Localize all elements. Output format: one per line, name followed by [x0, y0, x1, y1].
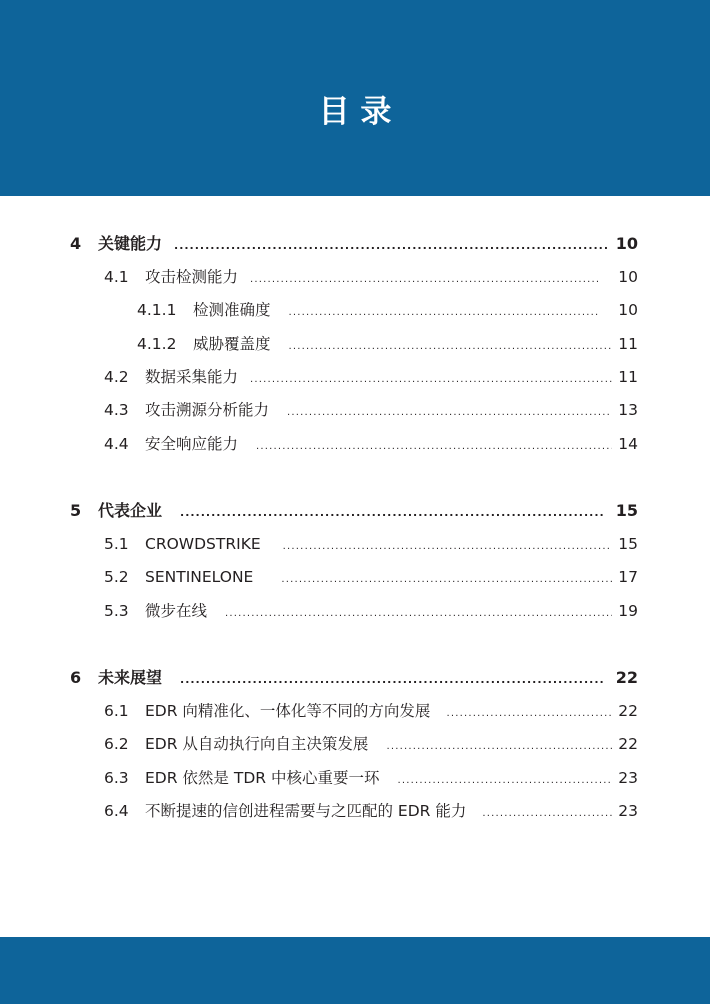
toc-leader-dots [180, 499, 604, 523]
toc-entry-title: 代表企业 [98, 501, 163, 520]
toc-entry-title: 威胁覆盖度 [193, 335, 271, 353]
toc-entry-title: EDR 向精准化、一体化等不同的方向发展 [145, 702, 431, 720]
toc-entry[interactable] [137, 332, 638, 356]
toc-entry-title: 安全响应能力 [145, 435, 239, 453]
toc-entry-number: 4.4 [104, 435, 129, 453]
toc-entry-page: 22 [615, 668, 638, 687]
toc-entry[interactable] [70, 499, 638, 523]
toc-entry[interactable] [104, 732, 638, 756]
toc-entry-number: 6.4 [104, 802, 129, 820]
toc-entry[interactable] [104, 432, 638, 456]
toc-entry[interactable] [104, 766, 638, 790]
toc-entry-title: 检测准确度 [193, 301, 271, 319]
toc-entry-title: 关键能力 [98, 234, 163, 253]
toc-leader-dots [397, 766, 612, 790]
toc-entry-page: 22 [618, 735, 638, 753]
toc-entry-page: 11 [618, 335, 638, 353]
toc-leader-dots [174, 232, 610, 256]
toc-entry-page: 11 [618, 368, 638, 386]
toc-entry-page: 23 [618, 802, 638, 820]
toc-leader-dots [250, 365, 612, 389]
toc-entry-page: 14 [618, 435, 638, 453]
header-banner [0, 0, 710, 196]
toc-leader-dots [386, 732, 612, 756]
toc-entry-number: 4 [70, 234, 82, 253]
toc-entry-title: EDR 从自动执行向自主决策发展 [145, 735, 369, 753]
toc-entry-page: 10 [618, 301, 638, 319]
toc-entry-number: 5.3 [104, 602, 129, 620]
toc-entry-page: 17 [618, 568, 638, 586]
toc-entry[interactable] [104, 365, 638, 389]
toc-leader-dots [446, 699, 612, 723]
toc-leader-dots [225, 599, 612, 623]
toc-entry-page: 15 [615, 501, 638, 520]
toc-entry[interactable] [70, 232, 638, 256]
toc-entry-page: 19 [618, 602, 638, 620]
page-title: 目 录 [318, 94, 392, 130]
toc-entry[interactable] [137, 298, 638, 322]
toc-entry-title: 攻击溯源分析能力 [145, 401, 270, 419]
toc-entry-number: 6.3 [104, 769, 129, 787]
toc-leader-dots [289, 298, 601, 322]
toc-leader-dots [287, 398, 612, 422]
toc-entry-number: 5 [70, 501, 82, 520]
footer-banner [0, 937, 710, 1004]
toc-entry-title: SENTINELONE [145, 568, 254, 586]
toc-entry-title: 微步在线 [145, 602, 208, 620]
toc-entry-title: 攻击检测能力 [145, 268, 239, 286]
toc-entry-page: 10 [618, 268, 638, 286]
toc-entry-page: 15 [618, 535, 638, 553]
toc-entry[interactable] [104, 565, 638, 589]
toc-leader-dots [256, 432, 612, 456]
toc-leader-dots [250, 265, 600, 289]
toc-entry[interactable] [104, 265, 638, 289]
toc-entry[interactable] [70, 666, 638, 690]
toc-entry[interactable] [104, 532, 638, 556]
toc-entry-number: 6 [70, 668, 82, 687]
toc-entry-number: 4.2 [104, 368, 129, 386]
toc-entry[interactable] [104, 699, 638, 723]
toc-entry-number: 4.1.2 [137, 335, 177, 353]
toc-entry-page: 10 [615, 234, 638, 253]
toc-entry-title: 不断提速的信创进程需要与之匹配的 EDR 能力 [145, 802, 467, 820]
toc-leader-dots [180, 666, 604, 690]
toc-entry-title: 数据采集能力 [145, 368, 239, 386]
toc-entry-title: 未来展望 [98, 668, 163, 687]
toc-leader-dots [283, 532, 613, 556]
toc-entry-number: 4.3 [104, 401, 129, 419]
toc-entry-title: CROWDSTRIKE [145, 535, 261, 553]
toc-entry-title: EDR 依然是 TDR 中核心重要一环 [145, 769, 380, 787]
toc-entry-number: 5.2 [104, 568, 129, 586]
toc-entry-number: 4.1.1 [137, 301, 177, 319]
toc-entry-number: 6.2 [104, 735, 129, 753]
toc-entry-page: 22 [618, 702, 638, 720]
toc-entry-number: 4.1 [104, 268, 129, 286]
toc-entry[interactable] [104, 599, 638, 623]
toc-entry[interactable] [104, 398, 638, 422]
toc-leader-dots [281, 565, 612, 589]
toc-entry-number: 5.1 [104, 535, 129, 553]
toc-entry-page: 23 [618, 769, 638, 787]
toc-leader-dots [289, 332, 613, 356]
toc-entry-page: 13 [618, 401, 638, 419]
toc-leader-dots [482, 799, 612, 823]
toc-entry-number: 6.1 [104, 702, 129, 720]
toc-entry[interactable] [104, 799, 638, 823]
